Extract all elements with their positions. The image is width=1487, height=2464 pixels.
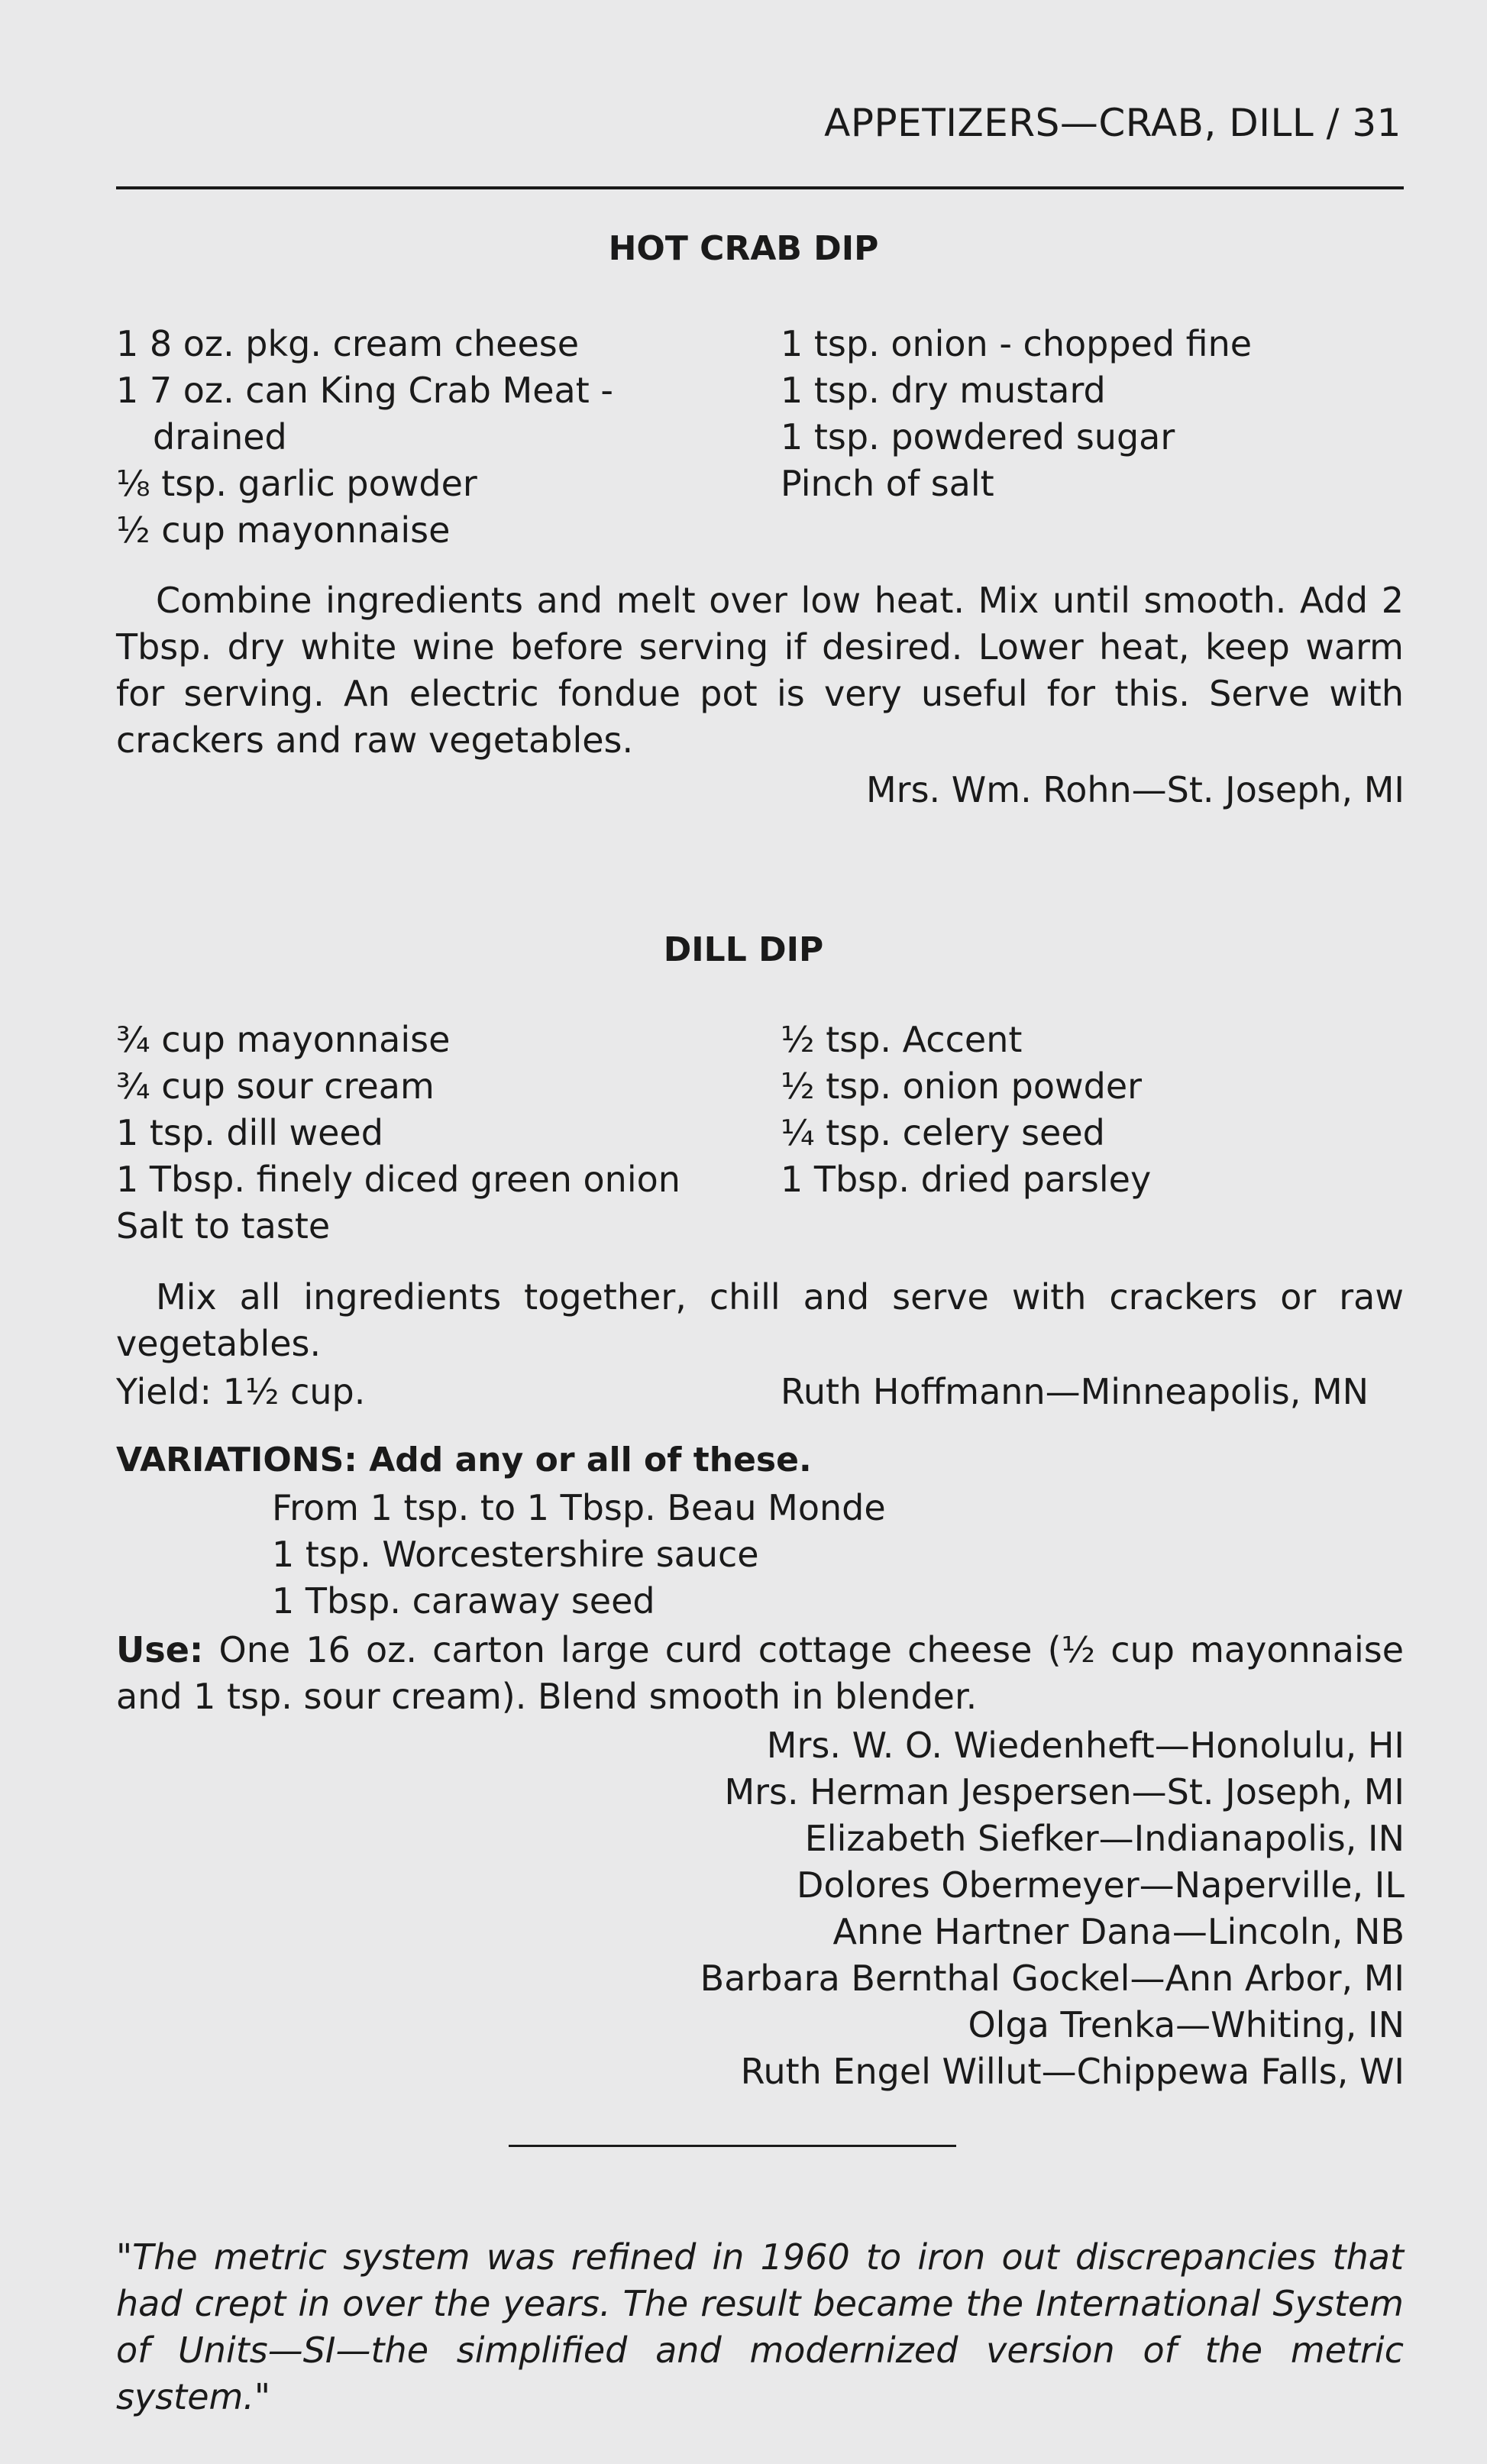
contributor: Olga Trenka—Whiting, IN bbox=[968, 2004, 1405, 2045]
ingredient: Salt to taste bbox=[116, 1205, 331, 1247]
variation: 1 tsp. Worcestershire sauce bbox=[272, 1534, 759, 1575]
variations-heading: VARIATIONS: Add any or all of these. bbox=[116, 1441, 812, 1479]
recipe-directions: Combine ingredients and melt over low heat. Mix until smooth. Add 2 Tbsp. dry white wine before serving if desired. Lower heat, keep warm for serving. An electric fondue pot is very useful for this. Serve with crackers and raw vegetables. bbox=[116, 580, 1404, 761]
running-header: APPETIZERS—CRAB, DILL / 31 bbox=[824, 101, 1401, 145]
ingredient: ½ tsp. Accent bbox=[781, 1019, 1023, 1060]
ingredient: ¾ cup mayonnaise bbox=[116, 1019, 451, 1060]
variation: From 1 tsp. to 1 Tbsp. Beau Monde bbox=[272, 1487, 886, 1528]
contributor: Ruth Engel Willut—Chippewa Falls, WI bbox=[740, 2051, 1405, 2092]
ingredient: drained bbox=[153, 416, 287, 458]
ingredient: Pinch of salt bbox=[781, 463, 994, 504]
contributor: Anne Hartner Dana—Lincoln, NB bbox=[832, 1911, 1405, 1952]
yield: Yield: 1½ cup. bbox=[116, 1371, 366, 1412]
ingredient: ½ tsp. onion powder bbox=[781, 1065, 1143, 1107]
ingredient: 1 tsp. powdered sugar bbox=[781, 416, 1175, 458]
recipe-title-hot-crab-dip: HOT CRAB DIP bbox=[608, 229, 879, 268]
ingredient: ⅛ tsp. garlic powder bbox=[116, 463, 477, 504]
use-label: Use: bbox=[116, 1629, 204, 1670]
recipe-title-dill-dip: DILL DIP bbox=[663, 930, 824, 969]
ingredient: 1 tsp. dry mustard bbox=[781, 370, 1106, 411]
header-rule bbox=[116, 186, 1404, 189]
ingredient: 1 7 oz. can King Crab Meat - bbox=[116, 370, 613, 411]
contributor: Elizabeth Siefker—Indianapolis, IN bbox=[804, 1818, 1405, 1859]
contributor: Mrs. Wm. Rohn—St. Joseph, MI bbox=[865, 769, 1405, 810]
ingredient: ¾ cup sour cream bbox=[116, 1065, 435, 1107]
recipe-directions: Mix all ingredients together, chill and serve with crackers or raw vegetables. bbox=[116, 1276, 1404, 1364]
use-note bbox=[116, 1627, 1404, 1720]
contributor: Dolores Obermeyer—Naperville, IL bbox=[797, 1864, 1405, 1906]
variation: 1 Tbsp. caraway seed bbox=[272, 1580, 655, 1622]
ingredient: 1 tsp. onion - chopped fine bbox=[781, 323, 1253, 364]
contributor: Barbara Bernthal Gockel—Ann Arbor, MI bbox=[700, 1958, 1405, 1999]
ingredient: 1 Tbsp. dried parsley bbox=[781, 1159, 1152, 1200]
ingredient: 1 Tbsp. finely diced green onion bbox=[116, 1159, 680, 1200]
ingredient: 1 tsp. dill weed bbox=[116, 1112, 383, 1153]
ingredient: ½ cup mayonnaise bbox=[116, 509, 451, 551]
contributor: Mrs. Herman Jespersen—St. Joseph, MI bbox=[724, 1771, 1405, 1812]
ingredient: ¼ tsp. celery seed bbox=[781, 1112, 1105, 1153]
section-divider bbox=[509, 2145, 956, 2147]
use-text: One 16 oz. carton large curd cottage cheese (½ cup mayonnaise and 1 tsp. sour cream). Blend smooth in blender. bbox=[116, 1629, 1405, 1717]
ingredient: 1 8 oz. pkg. cream cheese bbox=[116, 323, 580, 364]
footer-quote: "The metric system was refined in 1960 to iron out discrepancies that had crept in over the years. The result became the International System of Units—SI—the simplified and modernized version of the metric system." bbox=[116, 2236, 1404, 2417]
contributor: Ruth Hoffmann—Minneapolis, MN bbox=[781, 1371, 1369, 1412]
contributor: Mrs. W. O. Wiedenheft—Honolulu, HI bbox=[766, 1725, 1405, 1766]
